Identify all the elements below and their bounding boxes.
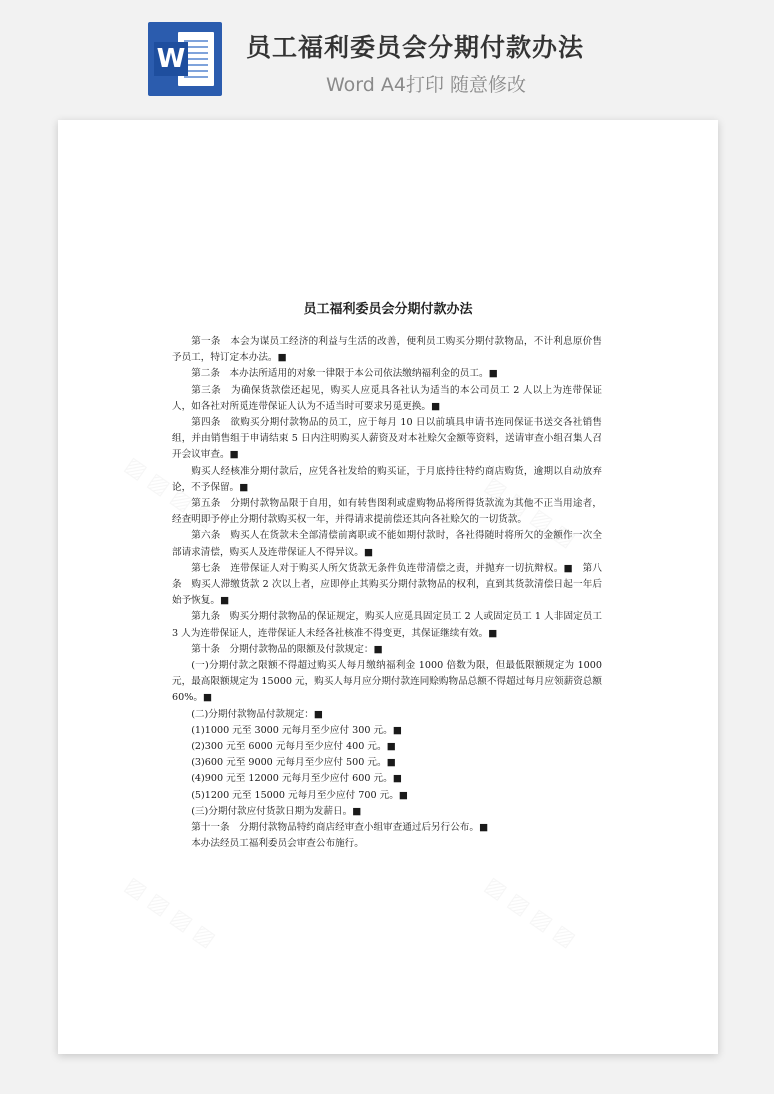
- header-banner: [0, 0, 774, 112]
- paragraph: (一)分期付款之限额不得超过购买人每月缴纳福利金 1000 倍数为限，但最低限额规定为 1000 元，最高限额规定为 15000 元，购买人每月应分期付款连同赊购物品总额不得超过每月应领薪资总额 60%。■: [172, 660, 602, 704]
- banner-title: 员工福利委员会分期付款办法: [246, 33, 585, 62]
- paragraph: (1)1000 元至 3000 元每月至少应付 300 元。■: [191, 724, 402, 736]
- paragraph: (5)1200 元至 15000 元每月至少应付 700 元。■: [191, 789, 408, 801]
- word-logo-letter: W: [154, 42, 188, 76]
- paragraph: (3)600 元至 9000 元每月至少应付 500 元。■: [191, 757, 396, 769]
- paragraph: 第七条 连带保证人对于购买人所欠货款无条件负连带清偿之责，并抛弃一切抗辩权。■ 第八条 购买人滞缴货款 2 次以上者，应即停止其购买分期付款物品的权利，直到其货款清偿日起一年后始予恢复。■: [172, 562, 602, 607]
- paragraph: 本办法经员工福利委员会审查公布施行。: [191, 838, 364, 850]
- word-logo-icon: [148, 22, 222, 96]
- paragraph: (4)900 元至 12000 元每月至少应付 600 元。■: [191, 773, 402, 785]
- paragraph: 第十条 分期付款物品的限额及付款规定：■: [191, 643, 383, 655]
- watermark: [480, 872, 580, 952]
- paragraph: (三)分期付款应付货款日期为发薪日。■: [191, 805, 362, 817]
- paragraph: 第一条 本会为谋员工经济的利益与生活的改善，便利员工购买分期付款物品，不计利息原价售予员工，特订定本办法。■: [172, 336, 602, 364]
- document-body: [172, 334, 602, 853]
- watermark: [120, 872, 220, 952]
- document-title: 员工福利委员会分期付款办法: [303, 302, 473, 317]
- paragraph: 第四条 欲购买分期付款物品的员工，应于每月 10 日以前填具申请书连同保证书送交各社销售组，并由销售组于申请结束 5 日内注明购买人薪资及对本社赊欠金额等资料，送请审查小组召集人召开会议审查。■: [172, 417, 602, 461]
- paragraph: 购买人经核准分期付款后，应凭各社发给的购买证，于月底持往特约商店购货，逾期以自动放弃论，不予保留。■: [172, 465, 602, 493]
- paragraph: 第五条 分期付款物品限于自用，如有转售图利或虚购物品将所得货款流为其他不正当用途者，经查明即予停止分期付款购买权一年，并得请求提前偿还其向各社赊欠的一切货款。: [172, 498, 602, 526]
- paragraph: 第六条 购买人在货款未全部清偿前离职或不能如期付款时，各社得随时将所欠的金额作一次全部请求清偿，购买人及连带保证人不得异议。■: [172, 530, 602, 558]
- paragraph: 第三条 为确保货款偿还起见，购买人应觅具各社认为适当的本公司员工 2 人以上为连带保证人，如各社对所觅连带保证人认为不适当时可要求另觅更换。■: [172, 384, 602, 412]
- paragraph: 第九条 购买分期付款物品的保证规定，购买人应觅具固定员工 2 人或固定员工 1 人非固定员工 3 人为连带保证人，连带保证人未经各社核准不得变更，其保证继续有效。■: [172, 611, 602, 639]
- paragraph: (2)300 元至 6000 元每月至少应付 400 元。■: [191, 741, 396, 753]
- document-page: [58, 120, 718, 1054]
- paragraph: 第十一条 分期付款物品特约商店经审查小组审查通过后另行公布。■: [191, 822, 489, 834]
- banner-subtitle: Word A4打印 随意修改: [326, 74, 527, 96]
- paragraph: (二)分期付款物品付款规定：■: [191, 708, 323, 720]
- paragraph: 第二条 本办法所适用的对象一律限于本公司依法缴纳福利金的员工。■: [191, 368, 498, 380]
